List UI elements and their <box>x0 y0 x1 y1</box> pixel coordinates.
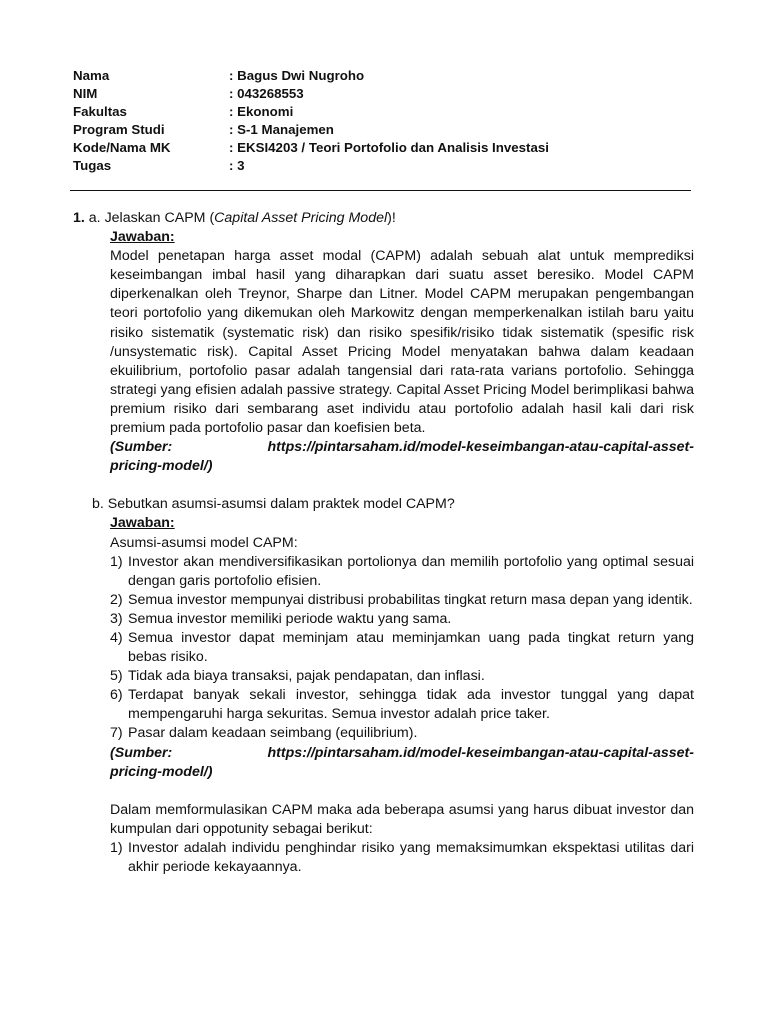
answer-label: Jawaban: <box>110 515 175 532</box>
list-item <box>110 686 694 724</box>
question-number: 1. <box>73 210 85 226</box>
answer-1b <box>110 514 694 877</box>
list-item-text: Investor akan mendiversifikasikan portolionya dan memilih portofolio yang optimal sesuai dengan garis portofolio efisien. <box>128 553 694 589</box>
info-label: Nama <box>73 68 110 83</box>
list-item-number: 7) <box>110 725 123 742</box>
list-item-number: 1) <box>110 553 123 570</box>
student-info-header <box>73 67 693 174</box>
info-value: : Bagus Dwi Nugroho <box>229 68 365 83</box>
info-label: Fakultas <box>73 103 127 119</box>
info-row-nim <box>73 85 693 103</box>
list-item <box>110 610 694 629</box>
info-value: : EKSI4203 / Teori Portofolio dan Analisis Investasi <box>229 139 549 155</box>
list-item-text: Semua investor memiliki periode waktu yang sama. <box>128 610 452 627</box>
list-item <box>110 667 694 686</box>
info-row-tugas <box>73 157 693 175</box>
info-label: Kode/Nama MK <box>73 139 171 155</box>
info-label: Program Studi <box>73 121 165 137</box>
list-item <box>110 591 694 610</box>
paragraph-formulation: Dalam memformulasikan CAPM maka ada beberapa asumsi yang harus dibuat investor dan kumpulan dari oppotunity sebagai berikut: <box>110 801 694 837</box>
list-item-text: Investor adalah individu penghindar risiko yang memaksimumkan ekspektasi utilitas dari akhir periode kekayaannya. <box>128 839 694 875</box>
answer-1a <box>110 228 694 476</box>
list-item <box>110 553 694 591</box>
source-label: (Sumber: <box>110 439 173 456</box>
list-item-number: 6) <box>110 687 123 704</box>
question-1a-italic: Capital Asset Pricing Model <box>214 210 388 226</box>
question-1a-prompt <box>73 209 694 228</box>
source-label: (Sumber: <box>110 744 173 761</box>
info-value: : 3 <box>229 157 245 173</box>
info-value: : S-1 Manajemen <box>229 121 334 137</box>
answer-label: Jawaban: <box>110 229 175 246</box>
source-url-cont: pricing-model/) <box>110 763 213 780</box>
answer-1b-intro: Asumsi-asumsi model CAPM: <box>110 534 298 551</box>
info-value: : 043268553 <box>229 85 304 101</box>
info-row-fakultas <box>73 103 693 121</box>
header-divider <box>70 190 691 191</box>
question-1 <box>73 209 694 877</box>
source-url: https://pintarsaham.id/model-keseimbangan-atau-capital-asset- <box>267 744 694 761</box>
list-item-number: 3) <box>110 610 123 627</box>
info-value: : Ekonomi <box>229 103 294 119</box>
list-item-number: 5) <box>110 668 123 685</box>
info-row-nama <box>73 67 693 85</box>
info-label: NIM <box>73 85 98 101</box>
list-item <box>110 839 694 877</box>
info-row-program-studi <box>73 121 693 139</box>
source-url-cont: pricing-model/) <box>110 458 213 475</box>
list-item-text: Terdapat banyak sekali investor, sehingga tidak ada investor tunggal yang dapat mempengaruhi harga sekuritas. Semua investor adalah price taker. <box>128 687 694 723</box>
question-1a-suffix: )! <box>387 210 396 226</box>
list-item-text: Semua investor mempunyai distribusi probabilitas tingkat return masa depan yang identik. <box>128 591 693 608</box>
list-item-number: 1) <box>110 839 123 856</box>
list-item-number: 2) <box>110 591 123 608</box>
question-1b-prompt: b. Sebutkan asumsi-asumsi dalam praktek model CAPM? <box>92 496 455 513</box>
info-row-kode-mk <box>73 139 693 157</box>
list-item <box>110 629 694 667</box>
list-item-text: Pasar dalam keadaan seimbang (equilibrium). <box>128 725 418 742</box>
answer-1a-text: Model penetapan harga asset modal (CAPM) adalah sebuah alat untuk memprediksi keseimbangan imbal hasil yang diharapkan dari suatu asset beresiko. Model CAPM diperkenalkan oleh Treynor, Sharpe dan Litner. Model CAPM merupakan pengembangan teori portofolio yang dikemukan oleh Markowitz dengan memperkenalkan istilah baru yaitu risiko sistematik (systematic risk) dan risiko spesifik/risiko tidak sistematik (spesific risk /unsystematic risk). Capital Asset Pricing Model menyatakan bahwa dalam keadaan ekuilibrium, portofolio pasar adalah tangensial dari rata-rata varians portofolio. Sehingga strategi yang efisien adalah passive strategy. Capital Asset Pricing Model berimplikasi bahwa premium risiko dari sembarang aset individu atau portofolio adalah hasil kali dari risk premium pada portofolio pasar dan koefisien beta. <box>110 248 694 437</box>
source-citation <box>110 438 694 476</box>
question-1a-prefix: a. Jelaskan CAPM ( <box>88 210 215 226</box>
source-citation <box>110 744 694 782</box>
list-item-text: Semua investor dapat meminjam atau meminjamkan uang pada tingkat return yang bebas risiko. <box>128 629 694 666</box>
source-url: https://pintarsaham.id/model-keseimbangan-atau-capital-asset- <box>267 439 694 456</box>
list-item <box>110 724 694 743</box>
list-item-number: 4) <box>110 629 123 646</box>
info-label: Tugas <box>73 157 112 173</box>
list-item-text: Tidak ada biaya transaksi, pajak pendapatan, dan inflasi. <box>128 668 485 685</box>
